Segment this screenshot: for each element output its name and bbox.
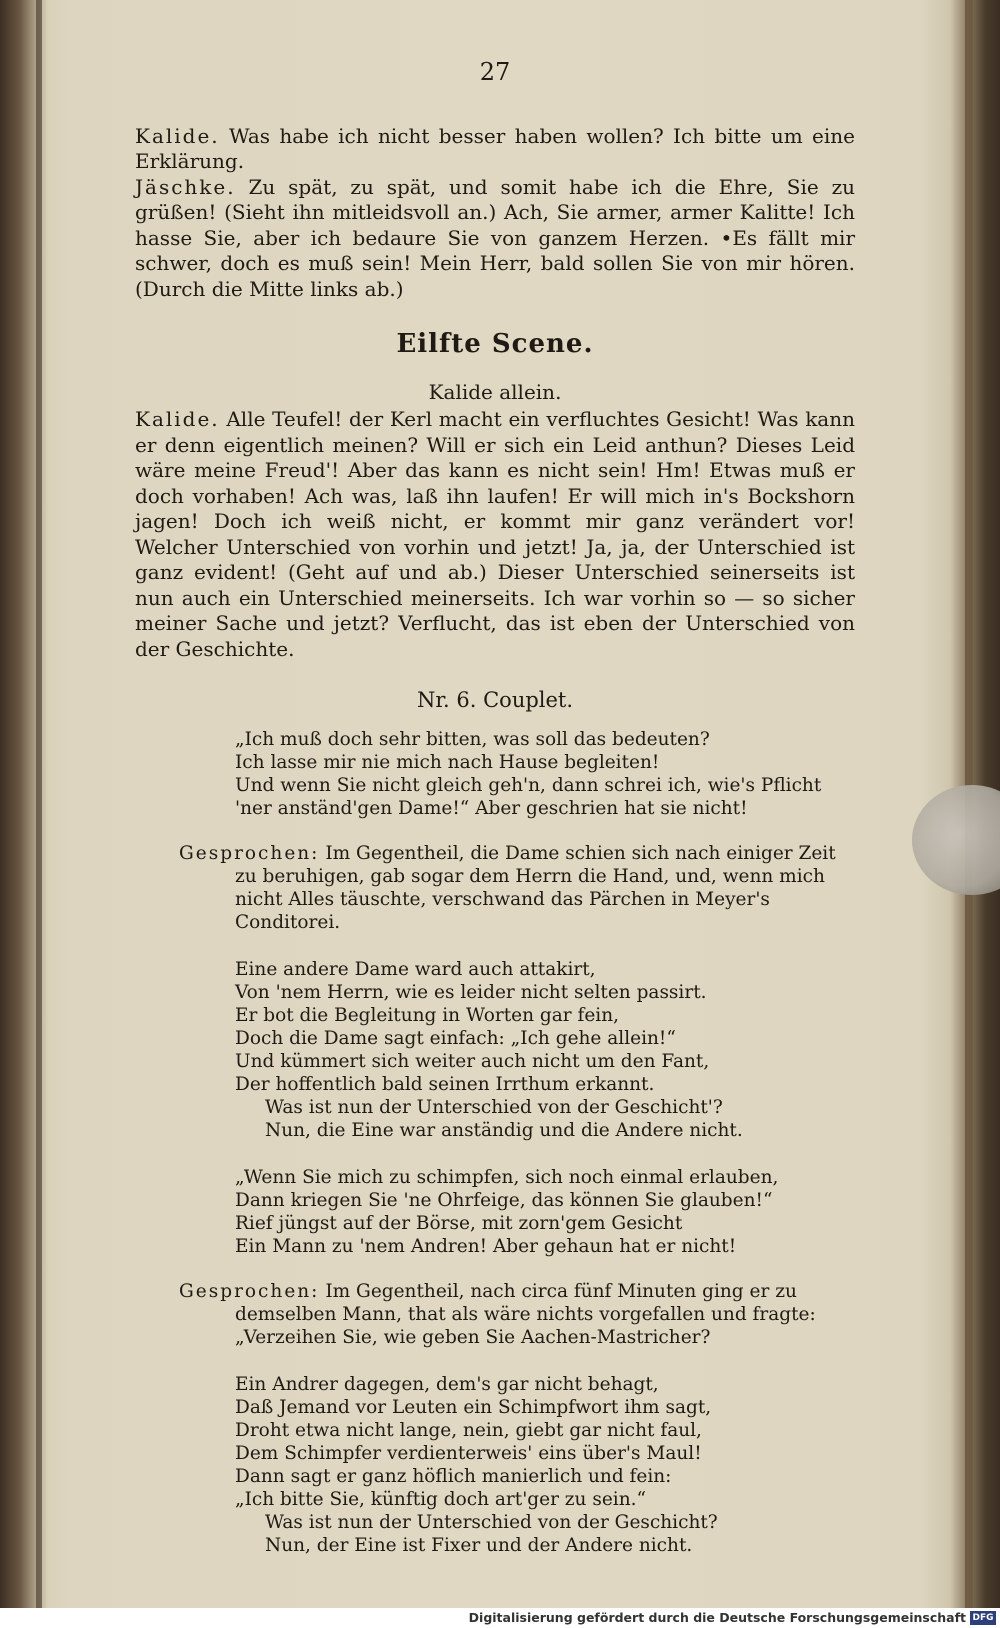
verse-line: Was ist nun der Unterschied von der Geschicht? <box>265 1511 718 1533</box>
spoken-2 <box>179 1280 855 1349</box>
book-gutter <box>36 0 42 1608</box>
spoken-label: Gesprochen: <box>179 842 320 864</box>
page-number: 27 <box>479 58 511 86</box>
verse-line: Ein Mann zu 'nem Andren! Aber gehaun hat er nicht! <box>235 1235 737 1257</box>
footer-text: Digitalisierung gefördert durch die Deutsche Forschungsgemeinschaft <box>468 1610 966 1625</box>
dialogue-jaeschke <box>135 175 855 303</box>
spoken-text: Im Gegentheil, nach circa fünf Minuten ging er zu demselben Mann, that als wäre nichts vorgefallen und fragte: „Verzeihen Sie, wie geben Sie Aachen-Mastricher? <box>235 1280 816 1348</box>
verse-line: Ein Andrer dagegen, dem's gar nicht behagt, <box>235 1373 659 1395</box>
dialogue-text: Was habe ich nicht besser haben wollen? Ich bitte um eine Erklärung. <box>135 123 855 173</box>
verse-line: Ich lasse mir nie mich nach Hause begleiten! <box>235 751 660 773</box>
verse-line: Und kümmert sich weiter auch nicht um den Fant, <box>235 1050 710 1072</box>
speaker-name: Jäschke. <box>135 174 236 199</box>
verse-line: Von 'nem Herrn, wie es leider nicht selten passirt. <box>235 981 707 1003</box>
verse-2 <box>235 958 855 1142</box>
verse-line: „Ich muß doch sehr bitten, was soll das bedeuten? <box>235 728 710 750</box>
verse-line: „Ich bitte Sie, künftig doch art'ger zu sein.“ <box>235 1488 646 1510</box>
monologue-text: Alle Teufel! der Kerl macht ein verfluchtes Gesicht! Was kann er denn eigentlich meinen? Will er sich ein Leid anthun? Dieses Leid wäre meine Freud'! Aber das kann es nicht sein! Hm! Etwas muß er doch vorhaben! Ach was, laß ihn laufen! Er will mich in's Bockshorn jagen! Doch ich weiß nicht, er kommt mir ganz verändert vor! Welcher Unterschied von vorhin und jetzt! Ja, ja, der Unterschied ist ganz evident! (Geht auf und ab.) Dieser Unterschied seinerseits ist nun auch ein Unterschied meinerseits. Ich war vorhin so — so sicher meiner Sache und jetzt? Verflucht, das ist eben der Unterschied von der Geschichte. <box>135 407 855 661</box>
scene-title: Eilfte Scene. <box>396 329 594 359</box>
verse-line: „Wenn Sie mich zu schimpfen, sich noch einmal erlauben, <box>235 1166 779 1188</box>
verse-line: Rief jüngst auf der Börse, mit zorn'gem Gesicht <box>235 1212 683 1234</box>
monologue <box>135 407 855 662</box>
spoken-label: Gesprochen: <box>179 1280 320 1302</box>
verse-line: Und wenn Sie nicht gleich geh'n, dann schrei ich, wie's Pflicht <box>235 774 822 796</box>
verse-line: Er bot die Begleitung in Worten gar fein, <box>235 1004 620 1026</box>
verse-line: 'ner anständ'gen Dame!“ Aber geschrien hat sie nicht! <box>235 797 748 819</box>
verse-line: Daß Jemand vor Leuten ein Schimpfwort ihm sagt, <box>235 1396 712 1418</box>
verse-line: Der hoffentlich bald seinen Irrthum erkannt. <box>235 1073 655 1095</box>
verse-line: Dann kriegen Sie 'ne Ohrfeige, das können Sie glauben!“ <box>235 1189 773 1211</box>
verse-line: Nun, die Eine war anständig und die Andere nicht. <box>265 1119 743 1141</box>
speaker-name: Kalide. <box>135 407 220 431</box>
spoken-1 <box>179 842 855 934</box>
verse-line: Was ist nun der Unterschied von der Geschicht'? <box>265 1096 723 1118</box>
verse-1 <box>235 728 855 820</box>
verse-4 <box>235 1373 855 1557</box>
verse-line: Nun, der Eine ist Fixer und der Andere nicht. <box>265 1534 693 1556</box>
couplet-title: Nr. 6. Couplet. <box>416 688 574 712</box>
dialogue-text: Zu spät, zu spät, und somit habe ich die Ehre, Sie zu grüßen! (Sieht ihn mitleidsvoll an.) Ach, Sie armer, armer Kalitte! Ich hasse Sie, aber ich bedaure Sie von ganzem Herzen. •Es fällt mir schwer, doch es muß sein! Mein Herr, bald sollen Sie von mir hören. (Durch die Mitte links ab.) <box>135 174 855 301</box>
verse-line: Eine andere Dame ward auch attakirt, <box>235 958 596 980</box>
digitization-footer <box>0 1608 1000 1628</box>
verse-line: Dem Schimpfer verdienterweis' eins über's Maul! <box>235 1442 702 1464</box>
dialogue-kalide <box>135 124 855 175</box>
dfg-logo: DFG <box>970 1611 996 1625</box>
verse-line: Doch die Dame sagt einfach: „Ich gehe allein!“ <box>235 1027 676 1049</box>
stage-direction: Kalide allein. <box>428 379 562 404</box>
page-content <box>135 60 855 1557</box>
verse-3 <box>235 1166 855 1258</box>
speaker-name: Kalide. <box>135 123 220 148</box>
spoken-text: Im Gegentheil, die Dame schien sich nach einiger Zeit zu beruhigen, gab sogar dem Herrn die Hand, und, wenn mich nicht Alles täuschte, verschwand das Pärchen in Meyer's Conditorei. <box>235 842 836 933</box>
verse-line: Droht etwa nicht lange, nein, giebt gar nicht faul, <box>235 1419 702 1441</box>
verse-line: Dann sagt er ganz höflich manierlich und fein: <box>235 1465 672 1487</box>
